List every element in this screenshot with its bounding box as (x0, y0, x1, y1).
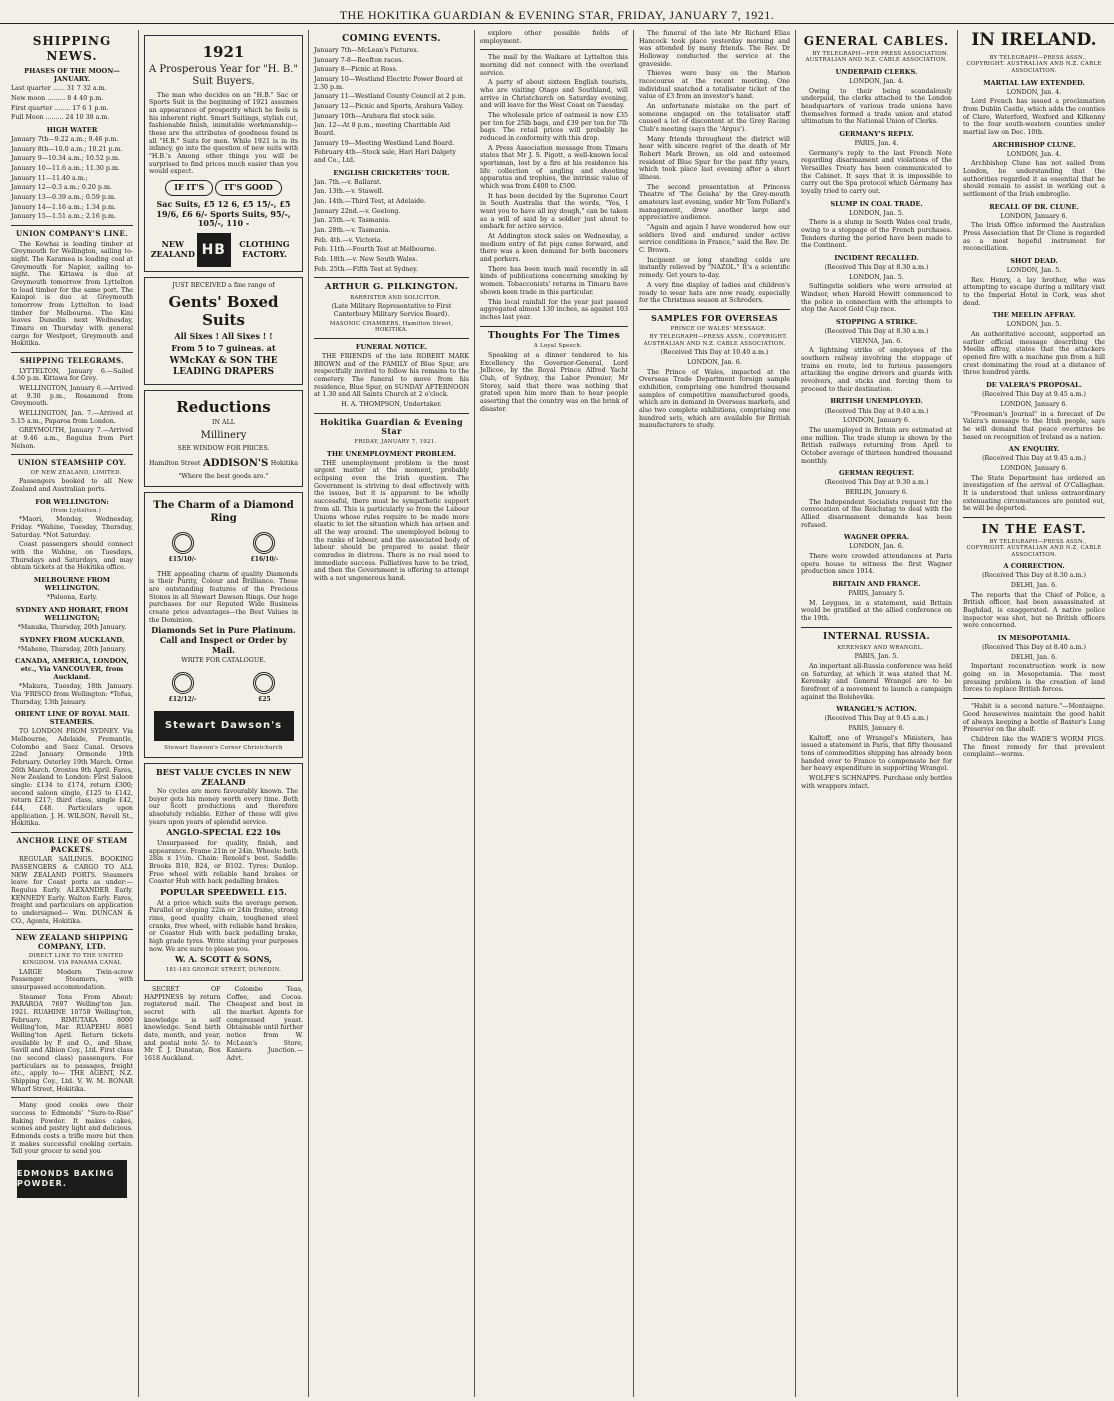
cricket-item: Jan. 14th.—Third Test, at Adelaide. (314, 198, 426, 206)
anchor-text: REGULAR SAILINGS. BOOKING PASSENGERS & CARGO TO ALL NEW ZEALAND PORTS. Steamers leave for Coast ports as under:— Regulus Early. ALEXANDER Early. KENNEDY Early. Walton Early. Fares, freight and particulars on application to undersigned— Wm. DUNCAN & CO., Agents, Hokitika. (11, 856, 133, 925)
cable-heading: GERMAN REQUEST. (838, 469, 914, 478)
water-row: January 12—0.3 a.m.; 0.20 p.m. (11, 184, 112, 192)
column-general-cables (796, 30, 958, 1397)
undertaker: H. A. THOMPSON, Undertaker. (341, 401, 442, 408)
cricket-item: January 22nd.—v. Geelong. (314, 207, 401, 215)
water-row: January 8th—10.0 a.m.; 10.21 p.m. (11, 145, 123, 153)
divider (480, 49, 628, 50)
ireland-place: LONDON, Jan. 4. (1006, 88, 1062, 96)
cable-date: (Received This Day at 9.30 a.m.) (824, 479, 929, 487)
column-adverts (139, 30, 309, 1397)
baxters-notice: "Habit is a second nature."—Montaigne. Good housewives maintain the good habit of always keeping a bottle of Baxter's Lung Preserver on the shelf. (963, 703, 1105, 734)
ireland-place: LONDON, Jan. 5. (1006, 267, 1062, 275)
cable-text: A lightning strike of employees of the southern railway involving the stoppage of trains en route, led to furious passengers attacking the engine drivers and guards with revolvers, and sticks and forcing them to proceed to their destination. (801, 347, 952, 393)
news-paragraph: A very fine display of ladies and children's ready to wear hats are now ready, especially for the Christmas season at Schroders. (639, 281, 790, 305)
edmonds-brand: EDMONDS BAKING POWDER. (17, 1169, 115, 1188)
dateline: FRIDAY, JANUARY 7, 1921. (354, 439, 437, 446)
badge-its-good: IT'S GOOD (215, 180, 281, 196)
event-item: January 11—Westland County Council at 2 p.m. (314, 93, 466, 101)
water-row: January 11—11.40 a.m.; (11, 174, 88, 182)
east-text: Important reconstruction work is now going on in Mesopotamia. The most pressing problem is the creation of land forces to replace British forces. (963, 663, 1105, 694)
news-paragraph: An unfortunate mistake on the part of someone engaged on the totalisator staff caused a lot of discontent at the Grey Racing Club's meeting (says the 'Argus'). (639, 103, 790, 134)
ireland-subheading: THE MEELIN AFFRAY. (992, 311, 1076, 320)
ireland-subheading: SHOT DEAD. (1010, 257, 1058, 266)
ring-item (231, 672, 298, 704)
russia-sub: KERENSKY AND WRANGEL. (837, 644, 924, 651)
badge-if-its: IF IT'S (165, 180, 213, 196)
news-paragraph: A Press Association message from Timaru states that Mr J. S. Pigott, a well-known local sportsman, lost by a fire at his residence his life collection of angling and shooting apparatus and trophies, the intrinsic value of which was from £400 to £500. (480, 144, 628, 191)
moon-row: First quarter ........ 17 6 1 p.m. (11, 104, 109, 112)
wellington-heading: FOR WELLINGTON: (35, 497, 109, 506)
ring-item (149, 532, 216, 564)
funeral-heading: FUNERAL NOTICE. (355, 342, 428, 351)
east-place: DELHI, Jan. 6. (1010, 653, 1058, 661)
paper-title: Hokitika Guardian & Evening Star (319, 416, 464, 437)
event-item: Jan. 12—At 8 p.m., meeting Charitable Aid Board. (314, 122, 450, 138)
cable-place: PARIS, Jan. 4. (854, 139, 899, 147)
cycles-text: No cycles are more favourably known. The buyer gets his money worth every time. Both our Scott productions and therefore absolutely reliable. Either of these will give years upon years of splendid service. (149, 787, 298, 826)
high-water-heading: HIGH WATER (46, 126, 98, 134)
addison-tag: "Where the best goods are." (178, 472, 269, 480)
scott-address: 181-183 GEORGE STREET, DUNEDIN. (165, 967, 282, 974)
charm-write: WRITE FOR CATALOGUE. (181, 657, 266, 665)
cable-heading: INCIDENT RECALLED. (834, 254, 919, 262)
ireland-text: An authoritative account, supported an earlier official message describing the Meelin affray, states that the attackers opened fire with a machine gun from a hill crest dominating the road at a distance of three hundred yards. (963, 331, 1105, 377)
wellington-text: *Maori, Monday, Wednesday, Friday. *Wahine, Tuesday, Thursday, Saturday. *Not Saturday. (11, 516, 133, 539)
ring-grid (149, 529, 298, 567)
edmonds-logo (17, 1160, 127, 1198)
ireland-heading: IN IRELAND. (971, 30, 1097, 50)
gents-intro: JUST RECEIVED a fine range of (172, 282, 275, 290)
east-text: The reports that the Chief of Police, a British officer, had been assassinated at Baghdad, is exaggerated. A native police inspector was shot, but no British officers were concerned. (963, 591, 1105, 630)
cable-heading: WAGNER OPERA. (843, 533, 910, 542)
divider (639, 309, 790, 310)
telegram-item: WELLINGTON, Jan. 7.—Arrived at 5.15 a.m., Paparoa from London. (11, 409, 133, 425)
column-local-news (475, 30, 634, 1397)
ireland-subheading: DE VALERA'S PROPOSAL. (986, 381, 1082, 390)
east-date: (Received This Day at 8.30 a.m.) (982, 572, 1086, 580)
cricket-item: Feb. 4th.—v. Victoria. (314, 236, 383, 244)
ireland-subheading: AN ENQUIRY. (1008, 445, 1060, 454)
water-row: January 9—10.34 a.m.; 10.52 p.m. (11, 155, 120, 163)
cable-place: LONDON, Jan. 4. (849, 77, 904, 85)
cricket-heading: ENGLISH CRICKETERS' TOUR. (333, 168, 450, 177)
cycles-ad (144, 763, 303, 980)
telegram-item: GREYMOUTH, January 7.—Arrived at 9.46 a.m., Regulus from Port Nelson. (11, 427, 133, 450)
ireland-text: Lord French has issued a proclamation from Dublin Castle, which adds the counties of Clare, Waterford, Wexford and Kilkenny to the four south-western counties under martial law on Dec. 10th. (963, 98, 1105, 136)
masthead (0, 0, 1114, 24)
samples-wire: BY TELEGRAPH—PRESS ASSN., COPYRIGHT. AUSTRALIAN AND N.Z. CABLE ASSOCIATION. (643, 334, 788, 347)
divider (11, 929, 133, 930)
melbourne-text: *Paloona, Early. (46, 594, 98, 602)
cable-text: The Independent Socialists request for the convocation of the Reichstag to deal with the Allied disarmament demands has been refused. (801, 498, 952, 529)
cricket-item: Jan. 13th.—v. Stawell. (314, 188, 384, 196)
hb-logo-row (149, 233, 298, 267)
hb-logo-left: NEW ZEALAND (150, 239, 195, 260)
pilkington-heading: ARTHUR G. PILKINGTON. (324, 282, 459, 293)
canada-heading: CANADA, AMERICA, LONDON, etc., Via VANCOUVER, from Auckland. (15, 657, 129, 682)
cable-heading: GERMANY'S REPLY. (839, 129, 914, 138)
news-paragraph: Incipient or long standing colds are instantly relieved by "NAZOL." It's a scientific remedy. Get yours to-day. (639, 256, 790, 280)
wrangel-place: PARIS, January 6. (848, 725, 905, 732)
secret-notice: SECRET OF HAPPINESS by return registered mail. The secret with all knowledge is self knowledge. Send birth date, month, and year, and postal note 5/- to Mr T. J. Dunstan, Box 1618 Auckland. (144, 985, 221, 1062)
charm-text: THE appealing charm of quality Diamonds is their Purity, Colour and Brilliance. These are outstanding features of the Precious Stones in all Stewart Dawson Rings. Our huge purchases for our Reputed Wide Business create price advantages—the Best Values in the Dominion. (149, 570, 298, 624)
sydney-auckland-heading: SYDNEY FROM AUCKLAND. (19, 635, 125, 644)
nzs-heading: NEW ZEALAND SHIPPING COMPANY, LTD. (15, 933, 129, 951)
cable-date: (Received This Day at 8.30 a.m.) (824, 328, 929, 336)
wrangel-text: Kaltoff, one of Wrangel's Ministers, has issued a statement in Paris, that fifty thousand tons of commodities shipping has already been handed over to France to compensate her for her heavy expenditure in supporting Wrangel. (801, 734, 952, 773)
cable-place: BERLIN, January 6. (845, 488, 908, 496)
ring-icon (172, 532, 194, 554)
cable-place: VIENNA, Jan. 6. (850, 337, 903, 345)
divider (801, 627, 952, 628)
hb-badge (149, 180, 298, 196)
stewart-sub: Stewart Dawson's Corner Christchurch (164, 744, 283, 751)
scott-name: W. A. SCOTT & SONS, (175, 954, 272, 965)
event-item: January 19—Meeting Westland Land Board. (314, 139, 455, 147)
russia-place: PARIS, Jan. 5. (854, 653, 899, 661)
news-paragraph: Thieves were busy on the Marion racecourse at the recent meeting. One individual snatched a totalisator ticket of the value of £3 from an investor's hand. (639, 70, 790, 101)
ireland-place: LONDON, January 6. (1000, 400, 1068, 408)
ireland-place: LONDON, January 6. (1000, 212, 1068, 220)
cables-heading: GENERAL CABLES. (803, 34, 950, 48)
ireland-text: Archbishop Clune has not sailed from London, he understanding that the authorities regarded it as essential that he should remain to assist in working out a settlement of the Irish embroglio. (963, 160, 1105, 198)
orient-heading: ORIENT LINE OF ROYAL MAIL STEAMERS. (14, 710, 130, 727)
ring-icon (172, 672, 194, 694)
cable-heading: SLUMP IN COAL TRADE. (830, 199, 923, 208)
ireland-text: The Irish Office informed the Australian Press Association that Dr Clune is regarded as a most hopeful instrument for reconciliation. (963, 222, 1105, 253)
thoughts-sub: A Loyal Speech. (533, 343, 583, 350)
divider (314, 277, 469, 278)
event-item: January 8—Picnic at Ross. (314, 66, 398, 74)
cable-date: (Received This Day at 9.40 a.m.) (824, 407, 929, 415)
coast-text: Coast passengers should connect with the Wahine, on Tuesdays, Thursdays and Saturdays, and may obtain tickets at the Hokitika office. (11, 541, 133, 572)
ireland-date: (Received This Day at 9.45 a.m.) (982, 391, 1086, 399)
divider (314, 413, 469, 414)
nzs-table: Steamer Tons From About: PARAROA 7697 Welling'ton Jan. 1921. RUAHINE 10758 Welling'ton, February. RIMUTAKA 8000 Welling'ton, Mar. RUAPEHU 8681 Welling'ton April. Return tickets available by P. and O., and Shaw, Savill and Albion Coy., Ltd. First class (no second class) passengers. For particulars as to passages, freight etc., apply to— THE AGENT, N.Z. Shipping Coy., Ltd. V. W. M. BONAR Wharf Street, Hokitika. (11, 993, 133, 1093)
water-row: January 7th—9.22 a.m.; 9.46 p.m. (11, 136, 119, 144)
event-item: January 10th—Arahura flat stock sale. (314, 112, 436, 120)
ring-price: £25 (258, 696, 271, 704)
news-paragraph: A party of about sixteen English tourists, who are visiting Otago and Southland, will arrive in Christchurch on Saturday evening, and will leave for the West Coast on Tuesday. (480, 79, 628, 110)
anchor-heading: ANCHOR LINE OF STEAM PACKETS. (16, 836, 128, 854)
ireland-subheading: ARCHBISHOP CLUNE. (992, 140, 1076, 149)
hb-logo (197, 233, 231, 267)
cable-date: (Received This Day at 8.30 a.m.) (824, 264, 929, 272)
pilkington-sub: BARRISTER AND SOLICITOR. (350, 294, 441, 301)
moon-row: New moon ......... 8 4 40 p.m. (11, 94, 104, 102)
stewart-name: Stewart Dawson's (164, 719, 283, 731)
news-paragraph: The mail by the Waikare at Lyttelton this morning did not connect with the overland service. (480, 54, 628, 77)
stewart-logo (154, 711, 294, 741)
ireland-date: (Received This Day at 9.45 a.m.) (982, 455, 1086, 463)
gents-sizes: All Sixes ! All Sixes ! ! (174, 331, 273, 342)
divider (963, 517, 1105, 518)
east-subheading: A CORRECTION. (1003, 562, 1065, 571)
colombo-notice: Colombo Teas, Coffee, and Cocoa. Cheapest and best in the market. Agents for compressed yeast. Obtainable until further notice from W. McLean's Store, Kaniera Junction.—Advt. (226, 985, 303, 1062)
water-row: January 13—0.39 a.m.; 0.59 p.m. (11, 194, 116, 202)
samples-heading: SAMPLES FOR OVERSEAS (651, 312, 778, 323)
leader-heading: THE UNEMPLOYMENT PROBLEM. (326, 449, 457, 458)
event-item: January 12—Picnic and Sports, Arahura Valley. (314, 103, 464, 110)
ring-item (149, 672, 216, 704)
nzs-sub: DIRECT LINE TO THE UNITED KINGDOM. VIA PANAMA CANAL (22, 953, 124, 966)
column-events (309, 30, 475, 1397)
wrangel-heading: WRANGEL'S ACTION. (836, 705, 917, 714)
high-water-list (11, 136, 133, 221)
divider (11, 832, 133, 833)
divider (11, 225, 133, 226)
cable-text: There were crowded attendances at Paris opera house to witness the first Wagner production since 1914. (801, 552, 952, 576)
ireland-text: "Freeman's Journal" in a forecast of De Valera's message to the Irish people, says he will demand that peace overtures be based on recognition of Ireland as a nation. (963, 410, 1105, 441)
masonic-chambers: MASONIC CHAMBERS, Hamilton Street, HOKITIKA. (329, 320, 454, 334)
cycles-title: BEST VALUE CYCLES IN NEW ZEALAND (155, 767, 292, 788)
bottom-notices (144, 986, 303, 1065)
ring-item (231, 532, 298, 564)
column-shipping (6, 30, 139, 1397)
telegram-item: LYTTELTON, January 6.—Sailed 4.50 p.m. Kittawa for Grey. (11, 367, 133, 383)
samples-date: (Received This Day at 10.40 a.m.) (660, 349, 769, 357)
telegrams-heading: SHIPPING TELEGRAMS. (19, 356, 125, 366)
cricket-item: Feb. 11th.—Fourth Test at Melbourne. (314, 246, 437, 254)
usscol-text: Passengers booked to all New Zealand and Australian ports. (11, 478, 133, 494)
divider (11, 454, 133, 455)
charm-title: The Charm of a Diamond Ring (153, 500, 294, 524)
thoughts-heading: Thoughts For The Times (487, 330, 621, 341)
melbourne-heading: MELBOURNE FROM WELLINGTON. (33, 576, 111, 593)
cable-text: M. Leygues, in a statement, said Britain would be gratified at the allied conference on the 19th. (801, 599, 952, 623)
ireland-place: LONDON, Jan. 5. (1006, 321, 1062, 329)
shipping-heading: SHIPPING NEWS. (32, 34, 112, 63)
news-paragraph: The wholesale price of oatmeal is now £35 per ton for 25lb bags, and £39 per ton for 7lb bags. The retail prices will probably be reduced in conformity with this drop. (480, 112, 628, 143)
east-heading: IN THE EAST. (981, 521, 1087, 536)
ireland-place: LONDON, Jan. 4. (1006, 150, 1062, 158)
samples-text: The Prince of Wales, impacted at the Overseas Trade Department foreign sample exhibition, comprising one hundred thousand samples of competitive manufactured goods, which are in demand in Overseas markets, and also two complete exhibitions, comprising one hundred sets, which are available for British manufacturers to study. (639, 368, 790, 430)
divider (314, 338, 469, 339)
samples-place: LONDON, Jan. 6. (687, 359, 742, 367)
leader-text: THE unemployment problem is the most urgent matter at the moment, probably eclipsing even the Irish question. The Government is striving to deal effectively with the issues, but it is apparent to be wholly successful, there must be sympathetic support from all. This is particularly so from the Labour Unions whose rules require to be made more elastic to let the situation which has arisen and all the way around. The unemployed belong to the ranks of labour, and the associated body of labour should be prepared to assist their comrades in distress. There is no real need to immediate success. Palliatives have to be tried, and then the Government is offering to attempt with a not ungenerous hand. (314, 459, 469, 582)
ireland-wire: BY TELEGRAPH—PRESS ASSN., COPYRIGHT. AUSTRALIAN AND N.Z. CABLE ASSOCIATION. (966, 54, 1102, 74)
schnapps-notice: WOLFE'S SCHNAPPS. Purchase only bottles with wrappers intact. (801, 775, 952, 790)
cable-text: Germany's reply to the last French Note regarding disarmament and violations of the Versailles Treaty has been communicated to the Cabinet. It says that it is impossible to carry out the Spa protocol which Germany has loyally tried to carry out. (801, 149, 952, 195)
samples-sub: PRINCE OF WALES' MESSAGE. (670, 325, 767, 332)
ring-icon (253, 672, 275, 694)
in-all: IN ALL (212, 419, 235, 427)
event-item: January 7-8—Reefton races. (314, 56, 404, 64)
column-district-news (634, 30, 796, 1397)
masthead-title: THE HOKITIKA GUARDIAN & EVENING STAR, FRIDAY, JANUARY 7, 1921. (339, 8, 775, 22)
cable-text: Sultingstie soldiers who were arrested at Windsor, when Harold Hewitt commenced to the police in connection with the attempts to stop the Ascot Gold Cup race. (801, 283, 952, 314)
wellington-sub: (from Lyttelton.) (50, 507, 102, 514)
cable-heading: BRITISH UNEMPLOYED. (830, 397, 923, 406)
hb-prices: Sac Suits, £5 12 6, £5 15/-, £5 19/6, £6 6/- Sports Suits, 95/-, 105/-, 110 - (156, 198, 291, 229)
thoughts-text: Speaking at a dinner tendered to his Excellency the Governor-General, Lord Jellicoe, by the Royal Prince Alfred Yacht Club, of Sydney, the Labor Premier, Mr Storey, said that there was nothing that grated upon him more than to hear people asserting that the country was on the brink of disaster. (480, 352, 628, 413)
gents-suits-ad (144, 277, 303, 385)
cable-place: PARIS, January 5. (848, 590, 905, 598)
column-ireland (958, 30, 1110, 1397)
addison-row (149, 455, 298, 473)
diamond-ring-ad (144, 492, 303, 758)
anglo-text: Unsurpassed for quality, finish, and appearance. Frame 21in or 24in. Wheels: both 28in x 1½in. Chain: Renold's best. Saddle: Brooks B10, B24, or B102. Tyres: Dunlop. Free wheel with reliable hand brakes or Coaster Hub with back pedalling brakes. (149, 840, 298, 886)
cable-heading: BRITAIN AND FRANCE. (832, 579, 921, 588)
hb-logo-letters: HB (201, 241, 226, 258)
divider (11, 1097, 133, 1098)
east-subheading: IN MESOPOTAMIA. (997, 634, 1071, 643)
news-paragraph: The second presentation at Princess Theatre of 'The Geisha' by the Grey-mouth amateurs last evening, under Mr Tom Pollard's management, drew another large and appreciative audience. (639, 183, 790, 222)
wmckay-name: WMcKAY & SON THE LEADING DRAPERS (169, 355, 278, 377)
worm-figs-notice: Children like the WADE'S WORM FIGS. The finest remedy for that prevalent complaint—worms. (963, 735, 1105, 759)
east-place: DELHI, Jan. 6. (1010, 582, 1058, 590)
water-row: January 14—1.16 a.m.; 1.34 p.m. (11, 203, 116, 211)
news-paragraph: The funeral of the late Mr Richard Elias Hancock took place yesterday morning and was attended by many friends. The Rev. Dr Holloway conducted the service at the graveside. (639, 30, 790, 68)
usscol-sub: OF NEW ZEALAND, LIMITED. (30, 469, 122, 476)
moon-list (11, 85, 133, 122)
pilkington-text: (Late Military Representative to First Canterbury Military Service Board). (331, 303, 452, 319)
hb-suits-ad (144, 35, 303, 272)
east-date: (Received This Day at 8.40 a.m.) (982, 644, 1086, 652)
cable-text: Owing to their being scandalously underpaid, the clerks attached to the London headquarters of various trade unions have themselves formed a trade union and stated ultimatum to the National Union of Clerks. (801, 87, 952, 126)
divider (480, 326, 628, 327)
news-paragraph: Many friends throughout the district will hear with sincere regret of the death of Mr Robert Mark Brown, an old and esteemed resident of Blue Spur for the past fifty years, which took place last evening after a short illness. (639, 135, 790, 182)
addison-name: ADDISON'S (203, 457, 269, 469)
wrangel-date: (Received This Day at 9.45 a.m.) (824, 715, 929, 723)
news-intro: explore other possible fields of employment. (480, 30, 628, 45)
cricket-item: Feb. 18th.—v. New South Wales. (314, 256, 418, 264)
addison-left: Hamilton Street (149, 459, 201, 467)
ring-price: £15/10/- (168, 555, 197, 563)
cable-text: There is a slump in South Wales coal trade, owing to a stoppage of the French purchases. Tenders during the period have been made to the Continent. (801, 219, 952, 250)
news-paragraph: This local rainfall for the year just passed aggregated almost 130 inches, as against 103 inches last year. (480, 298, 628, 321)
telegram-item: WELLINGTON, January 6.—Arrived at 9.30 p.m., Rosamond from Greymouth. (11, 384, 133, 408)
ireland-text: The State Department has ordered an investigation of the arrival of O'Callaghan. It is understood that unless extraordinary extenuating circumstances are pointed out, he will be deported. (963, 474, 1105, 513)
ring-price: £12/12/- (168, 696, 197, 704)
cricket-item: Jan. 28th.—v. Tasmania. (314, 227, 391, 235)
ring-grid (149, 669, 298, 707)
cables-wire: BY TELEGRAPH—PER PRESS ASSOCIATION. AUSTRALIAN AND N.Z. CABLE ASSOCIATION. (805, 50, 949, 64)
event-item: January 7th—McLean's Pictures. (314, 46, 419, 54)
ring-price: £16/10/- (250, 555, 279, 563)
reductions-title: Reductions (176, 397, 271, 416)
usscol-heading: UNION STEAMSHIP COY. (17, 458, 127, 468)
ireland-text: Rev. Henry, a lay brother, who was attempting to escape during a military visit to the Imperial Hotel in Cork, was shot dead. (963, 276, 1105, 307)
moon-row: Last quarter ...... 31 7 32 a.m. (11, 85, 107, 93)
cable-place: LONDON, January 6. (843, 417, 910, 425)
sydney-hobart-text: *Manuka, Thursday, 20th January. (17, 623, 127, 631)
moon-heading: PHASES OF THE MOON—JANUARY. (24, 67, 120, 84)
sydney-hobart-heading: SYDNEY AND HOBART, FROM WELLINGTON; (15, 605, 129, 622)
gents-title: Gents' Boxed Suits (168, 292, 279, 330)
divider (11, 352, 133, 353)
cricket-item: Feb. 25th.—Fifth Test at Sydney. (314, 265, 418, 273)
sydney-auckland-text: *Maheno, Thursday, 20th January. (17, 645, 127, 653)
cable-heading: STOPPING A STRIKE. (835, 318, 918, 327)
news-paragraph: "Again and again I have wondered how our soldiers lived and endured under active service conditions in France," said the Rev. Dr. C. Brown. (639, 224, 790, 255)
news-paragraph: At Addington stock sales on Wednesday, a medium entry of fat pigs came forward, and there was a keen demand for both baconers and porkers. (480, 233, 628, 264)
anglo-title: ANGLO-SPECIAL £22 10s (166, 827, 281, 838)
cable-text: The unemployed in Britain are estimated at one million. The trade slump is shown by the British railways returning from April to October average of thirteen hundred thousand monthly. (801, 426, 952, 465)
russia-heading: INTERNAL RUSSIA. (823, 631, 930, 642)
hb-body: The man who decides on an "H.B." Sac or Sports Suit in the beginning of 1921 assumes an appearance of prosperity which he feels is his inherent right. Smart Suitings, stylish cut, fashionable finish, inimitable workmanship—these are the attributes of goodness found in all "H.B." Suits for men. While 1921 is in its infancy, go into the question of new suits with "H.B.'s Among other things you will be surprised to find prices much easier than you would expect. (149, 91, 298, 176)
russia-text: An important all-Russia conference was held on Saturday, at which it was stated that M. Kerensky and General Wrangel are to be forefront of a movement to launch a campaign against the Bolsheviks. (801, 662, 952, 701)
popular-title: POPULAR SPEEDWELL £15. (160, 887, 287, 898)
water-row: January 15—1.51 a.m.; 2.16 p.m. (11, 213, 116, 221)
divider (963, 698, 1105, 699)
gents-price: From 5 to 7 guineas. at (171, 343, 276, 354)
orient-text: TO LONDON FROM SYDNEY. Via Melbourne, Adelaide, Fremantle, Colombo and Suez Canal. Orsova 22nd January. Ormonde 19th February. Osterley 19th March. Orme 26th March. Orontes 9th April. Fares, New Zealand to London: First Saloon single: £134 to £174, return £300; second saloon single, £125 to £142, return £217; third class, single £42, £44, £48. Particulars upon application. J. H. WILSON, Revell St., Hokitika. (11, 728, 133, 828)
cable-place: LONDON, Jan. 5. (849, 209, 904, 217)
edmonds-text: Many good cooks owe their success to Edmonds' "Sure-to-Rise" Baking Powder. It makes cakes, scones and pastry light and delicious. Edmonds costs a trifle more but then it makes successful cooking certain. Tell your grocer to send you (11, 1102, 133, 1156)
news-paragraph: There has been much mail recently in all kinds of publications concerning smoking by women. Tobacconists' returns in Timaru have shown keen trade in this particular. (480, 265, 628, 296)
cable-place: LONDON, Jan. 5. (849, 273, 904, 281)
canada-text: *Makura, Tuesday, 18th January. Via 'FRISCO from Wellington: *Tofua, Thursday, 13th January. (11, 683, 133, 706)
hb-logo-right: CLOTHING FACTORY. (239, 239, 290, 260)
window-note: SEE WINDOW FOR PRICES. (177, 444, 270, 452)
addison-right: Hokitika (270, 459, 298, 467)
funeral-text: THE FRIENDS of the late ROBERT MARK BROWN and of the FAMILY of Blue Spur, are respectfully invited to follow his remains to the cemetery. The funeral to move from his residence, Blue Spur, on SUNDAY AFTERNOON at 1.30 and All Saints Church at 2 o'clock. (314, 352, 469, 399)
charm-note: Diamonds Set in Pure Platinum. Call and Inspect or Order by Mail. (151, 625, 296, 655)
union-line-text: The Kowhai is loading timber at Greymouth for Wellington, sailing to-night. The Karamea is loading coal at Greymouth for Napier, sailing to-night. The Kittawa is due at Greymouth tomorrow from Lyttelton to load timber for the same port. The Kaiapoi is due at Greymouth tomorrow from Lyttelton to load timber for Melbourne. The Kini leaves Dunedin next Wednesday, Timaru on Thursday with general cargo for Westport, Greymouth and Hokitika. (11, 240, 133, 348)
news-paragraph: It has been decided by the Supreme Court in South Australia that the words, "Yes, I want you to have all my dough," can be taken as a will of said by a soldier just about to embark for active service. (480, 192, 628, 231)
cricket-item: Jan. 7th.—v. Ballarat. (314, 178, 382, 186)
ireland-subheading: MARTIAL LAW EXTENDED. (983, 78, 1085, 87)
union-line-heading: UNION COMPANY'S LINE. (15, 229, 129, 239)
coming-events-heading: COMING EVENTS. (342, 34, 441, 44)
moon-row: Full Moon ......... 24 10 38 a.m. (11, 114, 110, 122)
cable-heading: UNDERPAID CLERKS. (835, 67, 918, 76)
cricket-item: Jan. 25th.—v. Tasmania. (314, 217, 391, 225)
popular-text: At a price which suits the average person. Parallel or sloping 22in or 24in frame, strong rims, good quality chain, toughened steel cranks, free wheel, with reliable hand brakes, or Coaster Hub with back pedalling brake, high grade tyres. Write stating your purposes now. We are sure to please you. (149, 899, 298, 953)
east-wire: BY TELEGRAPH—PRESS ASSN., COPYRIGHT. AUSTRALIAN AND N.Z. CABLE ASSOCIATION. (966, 538, 1102, 558)
ireland-subheading: RECALL OF DR. CLUNE. (989, 202, 1079, 211)
event-item: January 10—Westland Electric Power Board at 2.30 p.m. (314, 75, 463, 91)
ring-icon (253, 532, 275, 554)
water-row: January 10—11.6 a.m.; 11.30 p.m. (11, 165, 120, 173)
hb-year: 1921 (202, 43, 245, 61)
cable-place: LONDON, Jan. 6. (849, 543, 904, 551)
millinery-title: Millinery (200, 429, 247, 441)
ireland-place: LONDON, January 6. (1000, 464, 1068, 472)
nzs-text: LARGE Modern Twin-screw Passenger Steamers, with unsurpassed accommodation. (11, 968, 133, 991)
page-columns (6, 30, 1110, 1397)
event-item: February 4th—Stock sale, Hari Hari Dalgety and Co., Ltd. (314, 149, 456, 165)
hb-headline: A Prosperous Year for "H. B." Suit Buyers. (149, 64, 298, 88)
millinery-ad (144, 390, 303, 488)
